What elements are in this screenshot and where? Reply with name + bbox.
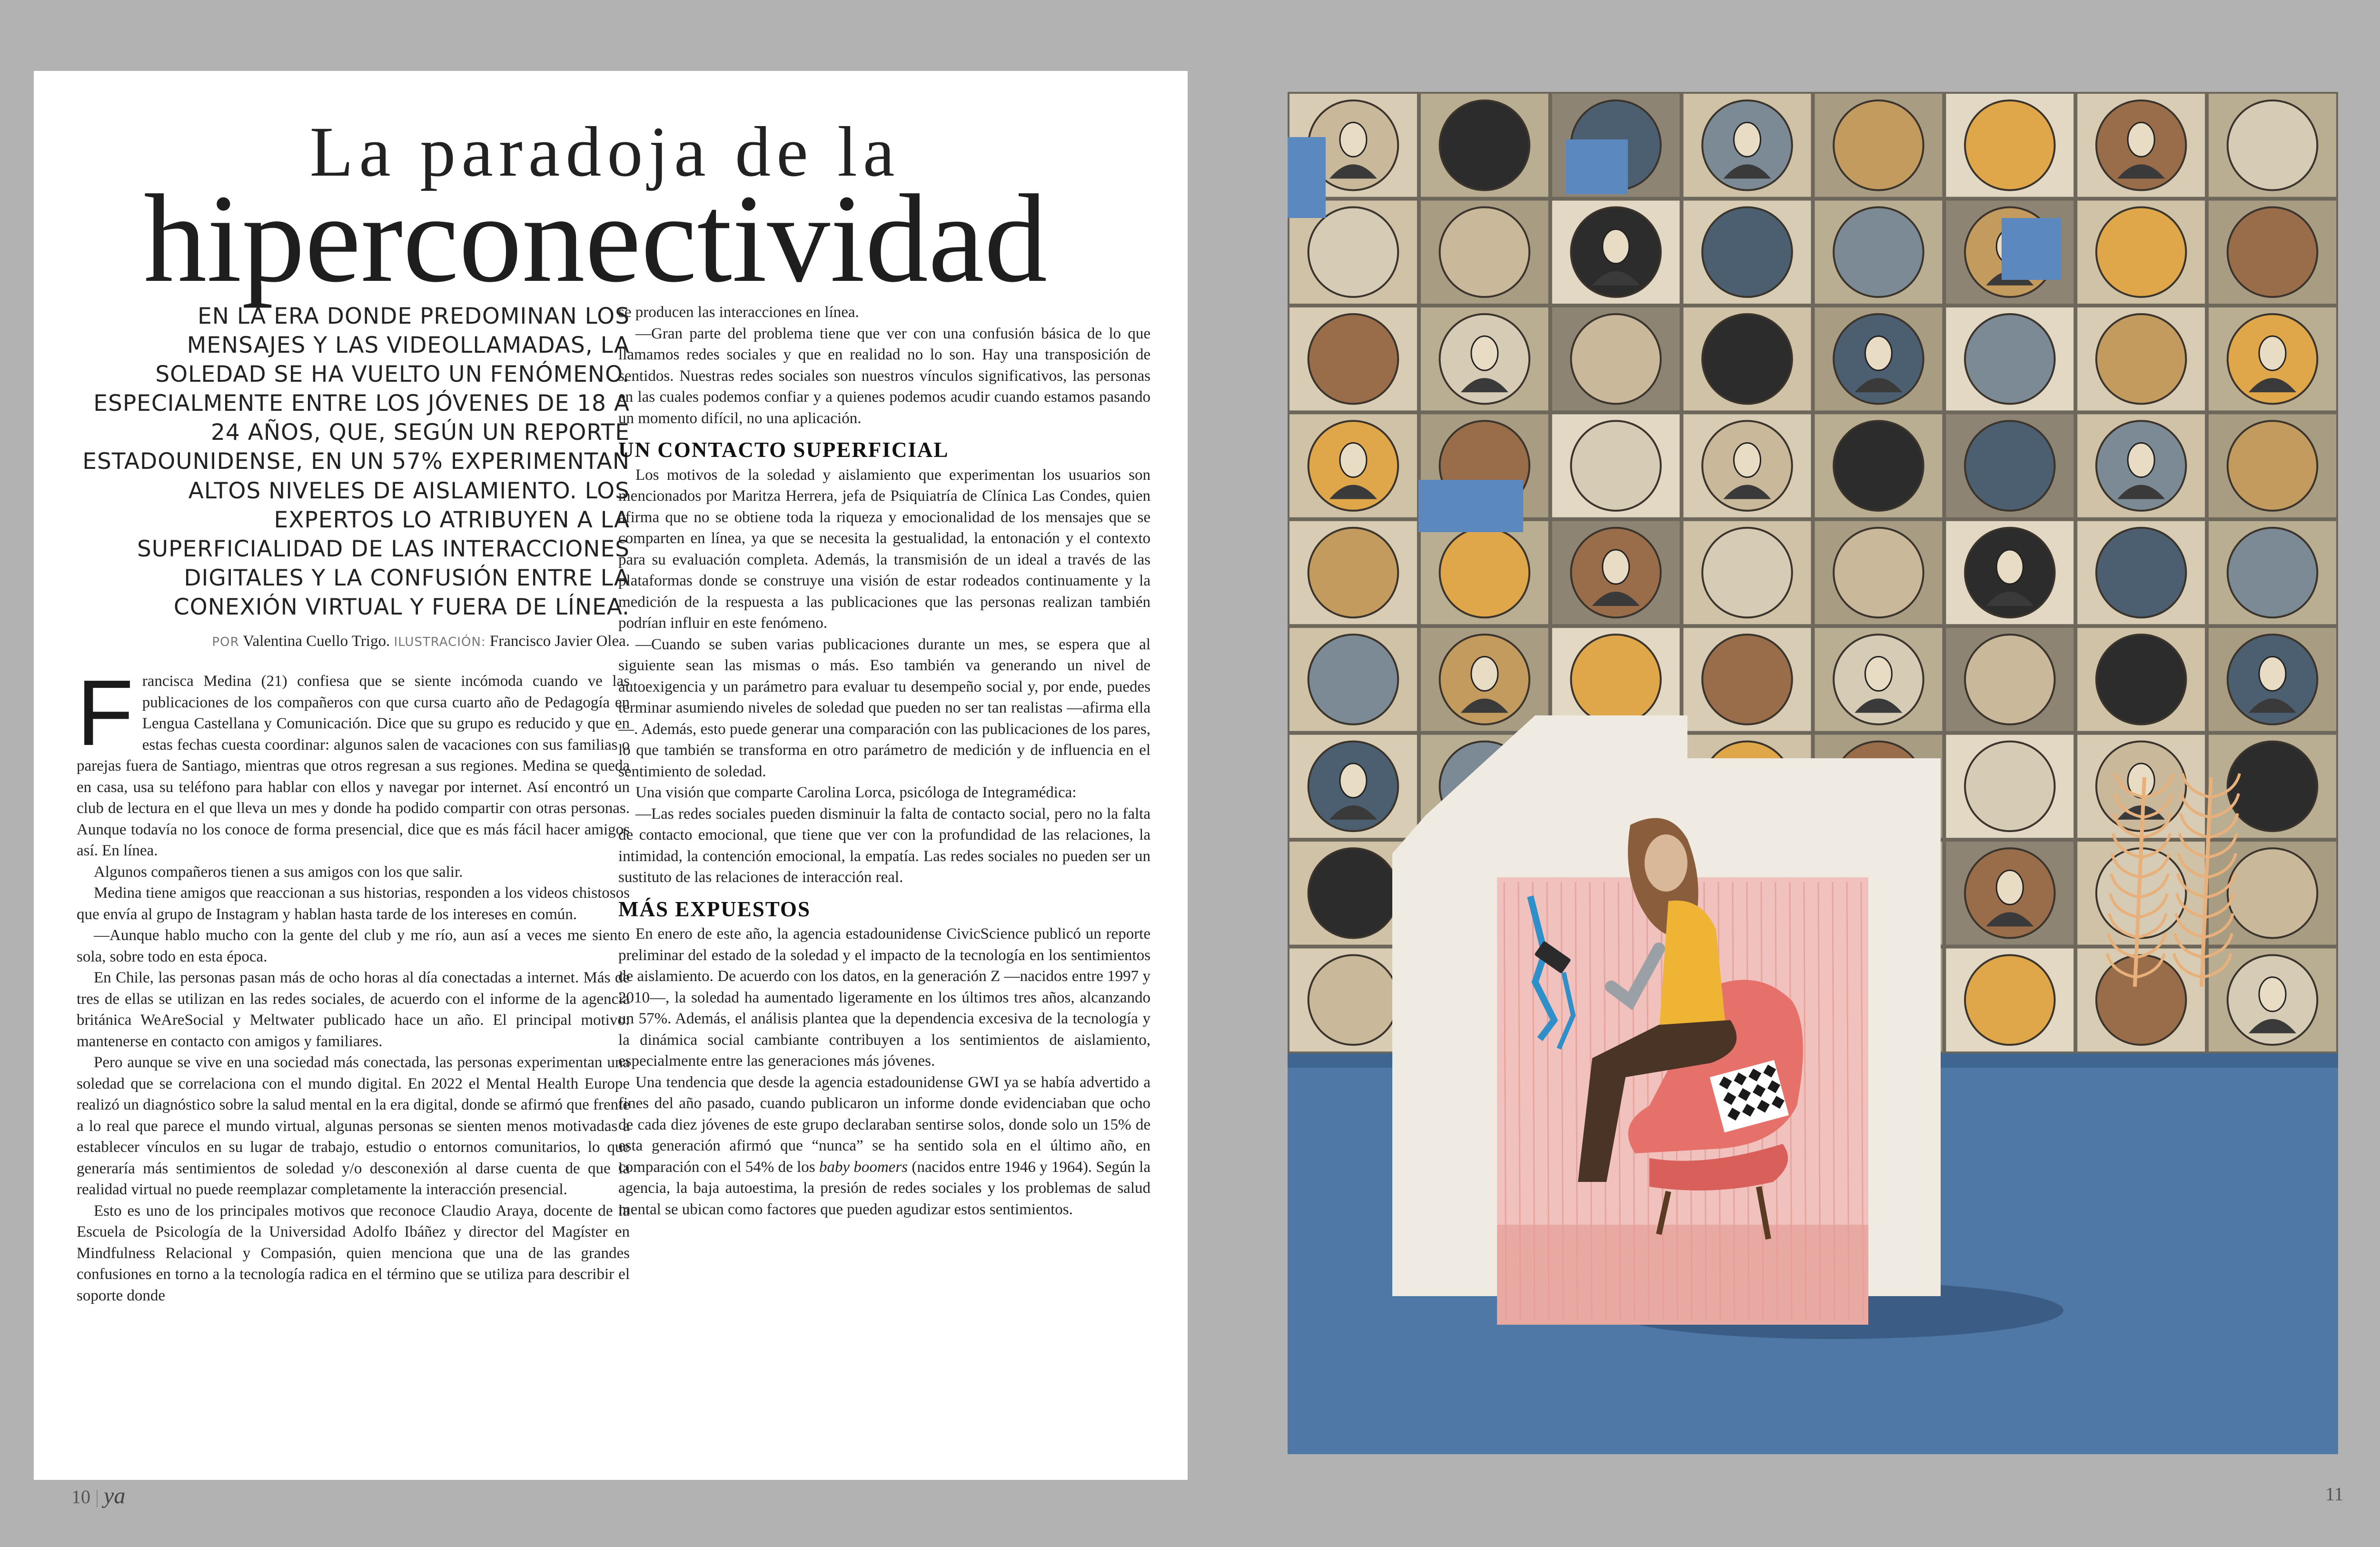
portrait-face (1340, 764, 1367, 798)
drop-cap: F (77, 661, 134, 765)
body-paragraph: Los motivos de la soledad y aislamiento que experimentan los usuarios son mencionados por Maritza Herrera, jefa de Psiquiatría de Clínica Las Condes, quien afirma que no se obtiene toda la riqueza y emocionalidad de los mensajes que se comparten en línea, ya que se necesita la gestualidad, la entonación y el contexto para su evaluación completa. Además, la transmisión de un ideal a través de las plataformas donde se construye una visión de estar rodeados continuamente y la medición de la respuesta a las publicaciones que las personas realizan también podrían influir en este fenómeno. (618, 466, 1150, 632)
tile-circle (1440, 528, 1530, 618)
blue-note-rect (1418, 480, 1523, 532)
tile-circle (1965, 635, 2055, 724)
tile-circle (1571, 635, 1661, 724)
page-number-left: 10 (71, 1486, 90, 1507)
portrait-face (1340, 443, 1367, 477)
tile-circle (1834, 100, 1924, 190)
byline-illustrator: Francisco Javier Olea. (489, 633, 630, 650)
tile-circle (1834, 421, 1924, 511)
body-text: (nacidos entre 1946 y 1964). Según la agencia, la baja autoestima, la presión de redes sociales y los problemas de salud mental se ubican como factores que pueden agudizar estos sentimientos. (618, 1158, 1150, 1218)
portrait-face (1865, 656, 1892, 691)
body-text: Una tendencia que desde la agencia estadounidense GWI ya se había advertido a fines del año pasado, cuando publicaron un informe donde evidenciaban que ocho de cada diez jóvenes de este grupo declaraban sentirse solos, donde solo un 15% de esta generación afirmó que “nunca” se ha sentido sola en el último año, en comparación con el 54% de los (618, 1073, 1150, 1176)
tile-circle (1834, 528, 1924, 618)
subheading-mas-expuestos: MÁS EXPUESTOS (618, 897, 811, 921)
tile-circle (1571, 421, 1661, 511)
tile-circle (1309, 635, 1398, 724)
portrait-face (1471, 656, 1498, 691)
portrait-face (1340, 122, 1367, 157)
portrait-face (1865, 336, 1892, 370)
body-paragraph: Medina tiene amigos que reaccionan a sus historias, responden a los videos chistosos que envía al grupo de Instagram y hablan hasta tarde de los intereses en común. (77, 884, 630, 923)
tile-circle (1965, 314, 2055, 404)
tile-circle (1965, 100, 2055, 190)
tile-circle (1702, 314, 1792, 404)
portrait-face (1734, 443, 1761, 477)
article-deck: EN LA ERA DONDE PREDOMINAN LOS MENSAJES Y LAS VIDEOLLAMADAS, LA SOLEDAD SE HA VUELTO UN FENÓMENO. ESPECIALMENTE ENTRE LOS JÓVENES DE 18 A 24 AÑOS, QUE, SEGÚN UN REPORTE ESTADOUNIDENSE, EN UN 57% EXPERIMENTAN ALTOS NIVELES DE AISLAMIENTO. LOS EXPERTOS LO ATRIBUYEN A LA SUPERFICIALIDAD DE LAS INTERACCIONES DIGITALES Y LA CONFUSIÓN ENTRE LA CONEXIÓN VIRTUAL Y FUERA DE LÍNEA. (82, 303, 630, 620)
body-paragraph: En enero de este año, la agencia estadounidense CivicScience publicó un reporte preliminar del estado de la soledad y el impacto de la tecnología en los sentimientos de aislamiento. De acuerdo con los datos, en la generación Z —nacidos entre 1997 y 2010—, la soledad ha aumentado ligeramente en los últimos tres años, alcanzando un 57%. Además, el análisis plantea que la dependencia excesiva de la tecnología y la dinámica social cambiante contribuyen a los sentimientos de aislamiento, especialmente entre las generaciones más jóvenes. (618, 925, 1150, 1070)
portrait-face (1996, 870, 2023, 904)
tile-circle (2228, 207, 2318, 297)
blue-note-rect (2002, 218, 2061, 280)
body-paragraph: Esto es uno de los principales motivos que reconoce Claudio Araya, docente de la Escuela de Psicología de la Universidad Adolfo Ibáñez y director del Magíster en Mindfulness Relacional y Compasión, quien menciona que una de las grandes confusiones en torno a la tecnología radica en el término que se utiliza para describir el soporte donde (77, 1202, 630, 1304)
tile-circle (1440, 100, 1530, 190)
body-column-right (618, 302, 1150, 1220)
portrait-face (1603, 550, 1629, 584)
body-paragraph: Una visión que comparte Carolina Lorca, psicóloga de Integramédica: (635, 784, 1077, 801)
tile-circle (1309, 848, 1398, 938)
title-line-1: La paradoja de la (309, 112, 901, 191)
folio-separator: | (95, 1486, 99, 1507)
portrait-face (1471, 336, 1498, 370)
woman-face (1645, 834, 1687, 892)
subheading-contacto-superficial: UN CONTACTO SUPERFICIAL (618, 438, 949, 462)
tile-circle (2228, 421, 2318, 511)
portrait-face (2128, 443, 2154, 477)
body-text-italic: baby boomers (819, 1158, 908, 1176)
tile-circle (1702, 528, 1792, 618)
body-paragraph: Algunos compañeros tienen a sus amigos con los que salir. (94, 863, 463, 881)
tile-circle (1965, 742, 2055, 832)
blue-note-rect (1288, 137, 1326, 218)
body-column-left (77, 661, 630, 1306)
portrait-face (2259, 656, 2286, 691)
tile-circle (1309, 955, 1398, 1045)
body-paragraph: —Aunque hablo mucho con la gente del club y me río, aun así a veces me siento sola, sobre todo en esta época. (77, 927, 630, 965)
tile-circle (1965, 421, 2055, 511)
tile-circle (2228, 528, 2318, 618)
magazine-logo: ya (104, 1483, 126, 1508)
tile-circle (1834, 207, 1924, 297)
body-paragraph-text: rancisca Medina (21) confiesa que se siente incómoda cuando ve las publicaciones de los compañeros con que cursa cuarto año de Pedagogía en Lengua Castellana y Comunicación. Dice que su grupo es reducido y que en estas fechas cuesta coordinar: algunos salen de vacaciones con sus familias o parejas fuera de Santiago, mientras que otros regresan a sus regiones. Medina se queda en casa, usa su teléfono para hablar con ellos y navegar por internet. Así encontró un club de lectura en el que lleva un mes y donde ha podido compartir con otras personas. Aunque todavía no los conoce de forma presencial, dice que es más fácil hacer amigos así. En línea. (77, 673, 630, 859)
tile-circle (1309, 314, 1398, 404)
tile-circle (2228, 742, 2318, 832)
byline (77, 633, 630, 650)
portrait-face (2259, 336, 2286, 370)
pink-room-floor (1497, 1225, 1868, 1325)
tile-circle (2228, 848, 2318, 938)
body-paragraph: Pero aunque se vive en una sociedad más conectada, las personas experimentan una soledad que se correlaciona con el mundo digital. En 2022 el Mental Health Europe realizó un diagnóstico sobre la salud mental en la era digital, donde se afirmó que frente a lo real que parece el mundo virtual, algunas personas se sienten menos motivadas a establecer vínculos en su lugar de trabajo, estudio o entornos comunitarios, lo que generaría más sentimientos de soledad y/o desconexión al darse cuenta de que la realidad virtual no puede reemplazar completamente la interacción presencial. (77, 1054, 630, 1198)
tile-circle (1702, 635, 1792, 724)
blue-note-rect (1566, 139, 1628, 194)
body-paragraph: se producen las interacciones en línea. (618, 304, 859, 321)
portrait-face (1734, 122, 1761, 157)
title-line-2: hiperconectividad (143, 169, 1048, 308)
tile-circle (2096, 955, 2186, 1045)
tile-circle (2096, 528, 2186, 618)
tile-circle (1309, 207, 1398, 297)
tile-circle (1702, 207, 1792, 297)
body-paragraph (618, 1072, 1150, 1220)
byline-por-label: POR (212, 635, 239, 649)
tile-circle (1965, 955, 2055, 1045)
page-number-right: 11 (2325, 1483, 2344, 1505)
illustration-artwork (1288, 92, 2338, 1454)
tile-circle (1309, 528, 1398, 618)
tile-circle (1440, 207, 1530, 297)
tile-circle (2096, 207, 2186, 297)
portrait-face (1603, 229, 1629, 264)
tile-circle (1571, 314, 1661, 404)
tile-circle (2096, 635, 2186, 724)
byline-illustration-label: ILUSTRACIÓN: (394, 635, 486, 649)
body-paragraph (77, 661, 630, 862)
portrait-face (2128, 122, 2154, 157)
left-page (34, 71, 1188, 1480)
body-paragraph: En Chile, las personas pasan más de ocho horas al día conectadas a internet. Más de tres de ellas se utilizan en las redes sociales, de acuerdo con el informe de la agencia británica WeAreSocial y Meltwater publicado hace un año. El principal motivo: mantenerse en contacto con amigos y familiares. (77, 969, 630, 1050)
body-paragraph: —Cuando se suben varias publicaciones durante un mes, se espera que al siguiente sean las mismas o más. Eso también va generando un nivel de autoexigencia y un parámetro para evaluar tu desempeño social y, por ende, puedes terminar asumiendo niveles de soledad que pueden no ser tan realistas —afirma ella—. Además, esto puede generar una comparación con las publicaciones de los pares, lo que también se transforma en otro parámetro de medición y de influencia en el sentimiento de soledad. (618, 635, 1150, 780)
portrait-face (2259, 977, 2286, 1012)
portrait-face (1996, 550, 2023, 584)
illustration (1288, 92, 2338, 1454)
body-paragraph: —Las redes sociales pueden disminuir la falta de contacto social, pero no la falta de contacto emocional, que tiene que ver con la profundidad de las relaciones, la intimidad, la contención emocional, la empatía. Las redes sociales no pueden ser un sustituto de las relaciones de interacción real. (618, 805, 1150, 886)
tile-circle (2096, 314, 2186, 404)
byline-author: Valentina Cuello Trigo. (243, 633, 390, 650)
body-paragraph: —Gran parte del problema tiene que ver con una confusión básica de lo que llamamos redes sociales y que en realidad no lo son. Hay una transposición de sentidos. Nuestras redes sociales son nuestros vínculos significativos, las personas en las cuales podemos confiar y a quienes podemos acudir cuando estamos pasando un momento difícil, no una aplicación. (618, 325, 1150, 427)
folio-left (71, 1483, 125, 1509)
tile-circle (2228, 100, 2318, 190)
